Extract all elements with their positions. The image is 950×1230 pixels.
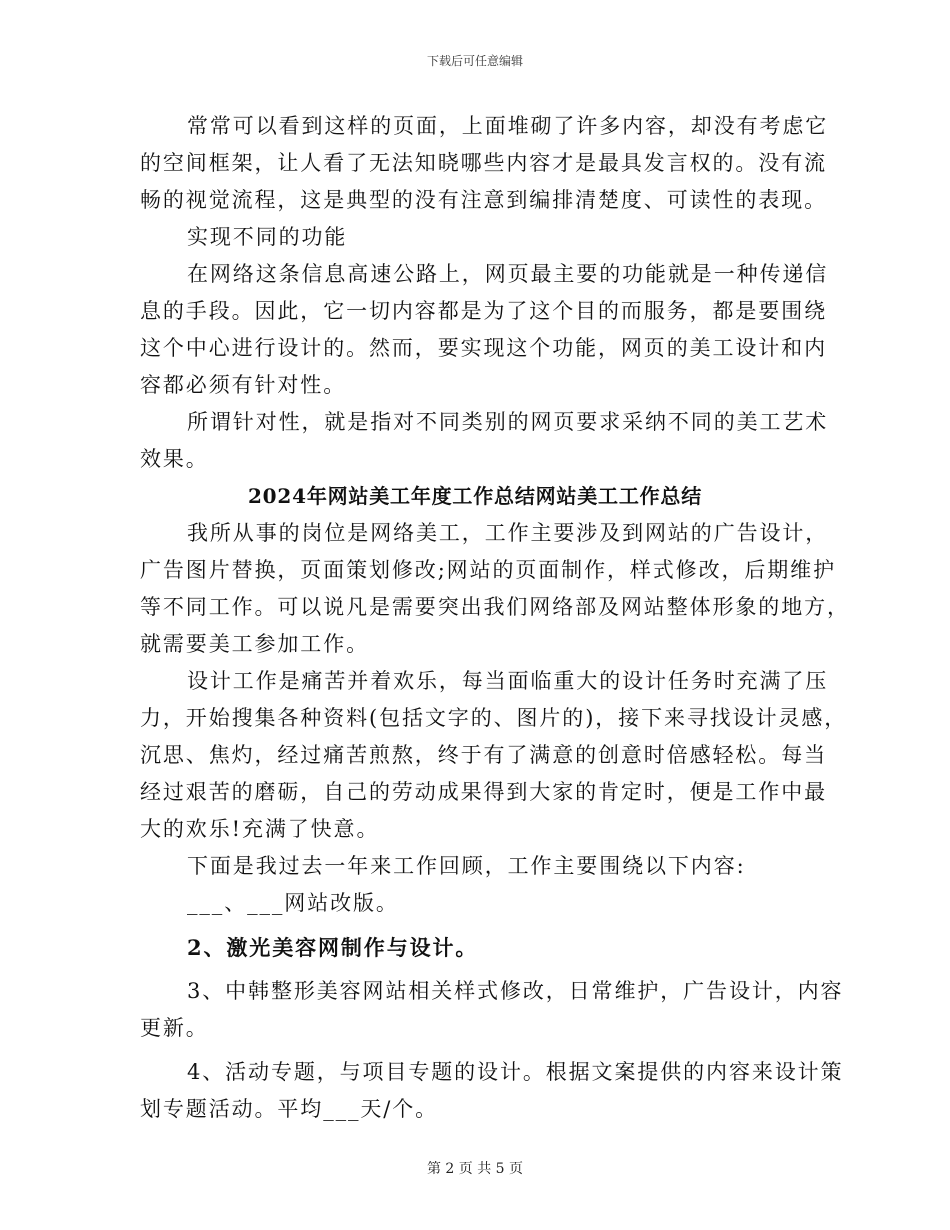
paragraph-line: 所谓针对性，就是指对不同类别的网页要求采纳不同的美工艺术 bbox=[187, 410, 829, 434]
paragraph-line: 大的欢乐!充满了快意。 bbox=[140, 817, 380, 841]
list-item: 3、中韩整形美容网站相关样式修改，日常维护，广告设计，内容 bbox=[187, 979, 844, 1003]
paragraph-line: 容都必须有针对性。 bbox=[140, 373, 347, 397]
paragraph-line: 广告图片替换，页面策划修改;网站的页面制作，样式修改，后期维护 bbox=[140, 558, 836, 582]
paragraph-line: 就需要美工参加工作。 bbox=[140, 632, 369, 656]
paragraph-line: 经过艰苦的磨砺，自己的劳动成果得到大家的肯定时，便是工作中最 bbox=[140, 780, 827, 804]
page-header: 下载后可任意编辑 bbox=[426, 54, 523, 68]
list-item: 2、激光美容网制作与设计。 bbox=[187, 935, 479, 960]
paragraph-line: 畅的视觉流程，这是典型的没有注意到编排清楚度、可读性的表现。 bbox=[140, 188, 827, 212]
section-title: 2024年网站美工年度工作总结网站美工工作总结 bbox=[247, 484, 703, 508]
paragraph-line: 沉思、焦灼，经过痛苦煎熬，终于有了满意的创意时倍感轻松。每当 bbox=[140, 743, 827, 767]
list-item: 4、活动专题，与项目专题的设计。根据文案提供的内容来设计策 bbox=[187, 1060, 844, 1084]
document-body bbox=[140, 108, 850, 1128]
paragraph-line: 息的手段。因此，它一切内容都是为了这个目的而服务，都是要围绕 bbox=[140, 299, 827, 323]
subheading: 实现不同的功能 bbox=[187, 225, 348, 249]
paragraph-line: 等不同工作。可以说凡是需要突出我们网络部及网站整体形象的地方， bbox=[140, 595, 850, 619]
paragraph-line: 在网络这条信息高速公路上，网页最主要的功能就是一种传递信 bbox=[187, 262, 829, 286]
list-item: ___、___网站改版。 bbox=[187, 891, 399, 915]
paragraph-line: 下面是我过去一年来工作回顾，工作主要围绕以下内容: bbox=[187, 854, 746, 878]
paragraph-line: 设计工作是痛苦并着欢乐，每当面临重大的设计任务时充满了压 bbox=[187, 669, 829, 693]
paragraph-line: 我所从事的岗位是网络美工，工作主要涉及到网站的广告设计， bbox=[187, 521, 829, 545]
paragraph-line: 更新。 bbox=[140, 1016, 209, 1040]
paragraph-line: 力，开始搜集各种资料(包括文字的、图片的)，接下来寻找设计灵感， bbox=[140, 706, 848, 730]
paragraph-line: 的空间框架，让人看了无法知晓哪些内容才是最具发言权的。没有流 bbox=[140, 151, 827, 175]
paragraph-line: 划专题活动。平均___天/个。 bbox=[140, 1097, 439, 1121]
paragraph-line: 这个中心进行设计的。然而，要实现这个功能，网页的美工设计和内 bbox=[140, 336, 827, 360]
paragraph-line: 效果。 bbox=[140, 447, 209, 471]
paragraph-line: 常常可以看到这样的页面，上面堆砌了许多内容，却没有考虑它 bbox=[187, 114, 829, 138]
page-footer: 第 2 页 共 5 页 bbox=[426, 1161, 524, 1177]
